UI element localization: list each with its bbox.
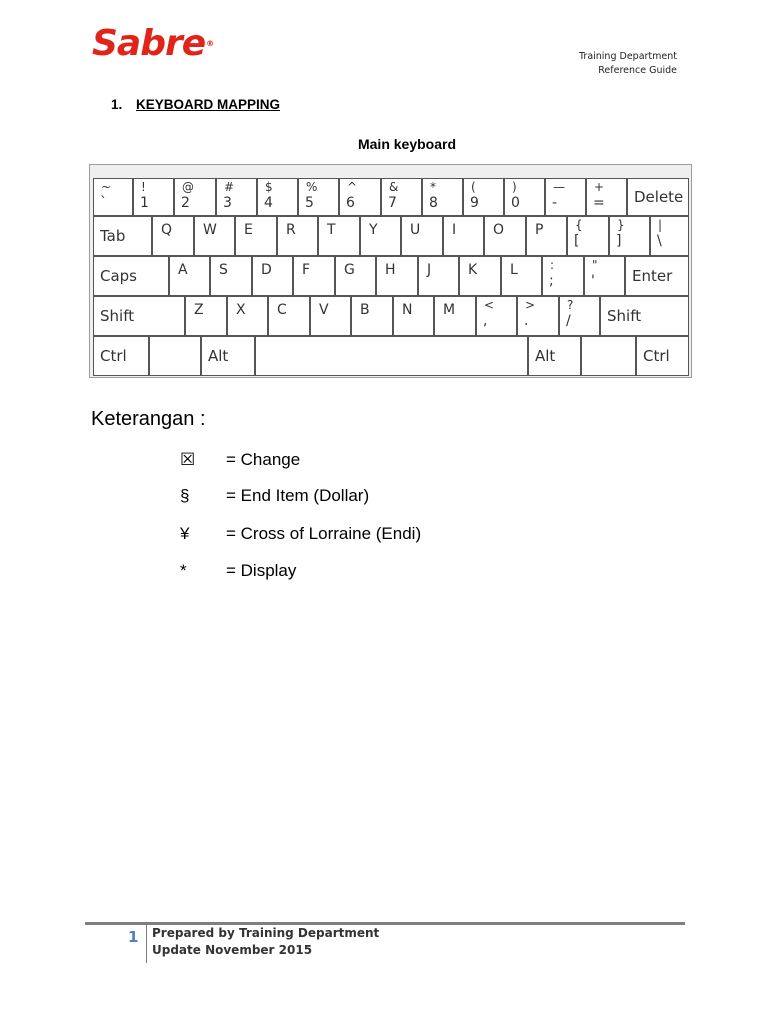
header-department: Training Department — [579, 51, 677, 62]
key-f: F — [293, 256, 335, 296]
key-i: I — [443, 216, 484, 256]
footer-prepared-by: Prepared by Training Department — [152, 926, 380, 940]
footer-text — [152, 925, 379, 959]
key-x: X — [227, 296, 268, 336]
key-semicolon: : ; — [542, 256, 584, 296]
key-comma: < , — [476, 296, 517, 336]
key-1: ! 1 — [133, 178, 174, 216]
legend-text: = Change — [226, 450, 301, 469]
key-v: V — [310, 296, 351, 336]
key-o: O — [484, 216, 526, 256]
page-number: 1 — [128, 928, 139, 946]
key-s: S — [210, 256, 252, 296]
key-slash: ? / — [559, 296, 600, 336]
key-right-bracket: } ] — [609, 216, 650, 256]
sabre-logo: Sabre® — [92, 23, 214, 64]
key-0: ) 0 — [504, 178, 545, 216]
key-left-bracket: { [ — [567, 216, 609, 256]
key-8: * 8 — [422, 178, 463, 216]
key-z: Z — [185, 296, 227, 336]
key-space — [255, 336, 528, 376]
key-tab: Tab — [93, 216, 152, 256]
key-h: H — [376, 256, 418, 296]
legend-text: = End Item (Dollar) — [226, 486, 370, 505]
legend-item-change — [180, 450, 300, 470]
key-2: @ 2 — [174, 178, 216, 216]
key-n: N — [393, 296, 434, 336]
legend-item-display — [180, 561, 296, 581]
key-p: P — [526, 216, 567, 256]
key-r: R — [277, 216, 318, 256]
section-title: KEYBOARD MAPPING — [136, 97, 281, 112]
key-period: > . — [517, 296, 559, 336]
section-heading — [111, 97, 280, 112]
legend-symbol: ☒ — [180, 450, 196, 469]
footer-separator — [146, 925, 147, 963]
legend-text: = Cross of Lorraine (Endi) — [226, 524, 422, 543]
keyboard-diagram — [89, 164, 692, 378]
key-backslash: | \ — [650, 216, 689, 256]
legend-title: Keterangan : — [91, 408, 206, 430]
key-left-alt: Alt — [201, 336, 255, 376]
key-right-shift: Shift — [600, 296, 689, 336]
legend-symbol: ¥ — [180, 524, 190, 543]
key-l: L — [501, 256, 542, 296]
key-delete: Delete — [627, 178, 689, 216]
key-quote: " ' — [584, 256, 625, 296]
key-7: & 7 — [381, 178, 422, 216]
key-y: Y — [360, 216, 401, 256]
key-k: K — [459, 256, 501, 296]
key-d: D — [252, 256, 293, 296]
key-c: C — [268, 296, 310, 336]
key-q: Q — [152, 216, 194, 256]
key-blank-right — [581, 336, 636, 376]
legend-item-end-item — [180, 486, 369, 506]
key-9: ( 9 — [463, 178, 504, 216]
footer-update: Update November 2015 — [152, 943, 313, 957]
key-left-ctrl: Ctrl — [93, 336, 149, 376]
key-u: U — [401, 216, 443, 256]
key-backtick: ~ ` — [93, 178, 133, 216]
key-caps: Caps — [93, 256, 169, 296]
key-enter: Enter — [625, 256, 689, 296]
key-3: # 3 — [216, 178, 257, 216]
key-equals: + = — [586, 178, 627, 216]
key-right-ctrl: Ctrl — [636, 336, 689, 376]
keyboard-title: Main keyboard — [357, 136, 457, 152]
key-6: ^ 6 — [339, 178, 381, 216]
legend-symbol: * — [180, 561, 187, 580]
key-e: E — [235, 216, 277, 256]
legend-item-cross-of-lorraine — [180, 524, 421, 544]
header-guide: Reference Guide — [598, 65, 677, 76]
legend-symbol: § — [180, 486, 190, 505]
key-m: M — [434, 296, 476, 336]
key-right-alt: Alt — [528, 336, 581, 376]
key-5: % 5 — [298, 178, 339, 216]
header-info — [579, 50, 677, 78]
key-a: A — [169, 256, 210, 296]
key-blank-left — [149, 336, 201, 376]
key-j: J — [418, 256, 459, 296]
key-t: T — [318, 216, 360, 256]
key-left-shift: Shift — [93, 296, 185, 336]
key-g: G — [335, 256, 376, 296]
legend-text: = Display — [226, 561, 297, 580]
key-b: B — [351, 296, 393, 336]
key-4: $ 4 — [257, 178, 298, 216]
section-number: 1. — [111, 97, 123, 112]
key-minus: — - — [545, 178, 586, 216]
key-w: W — [194, 216, 235, 256]
